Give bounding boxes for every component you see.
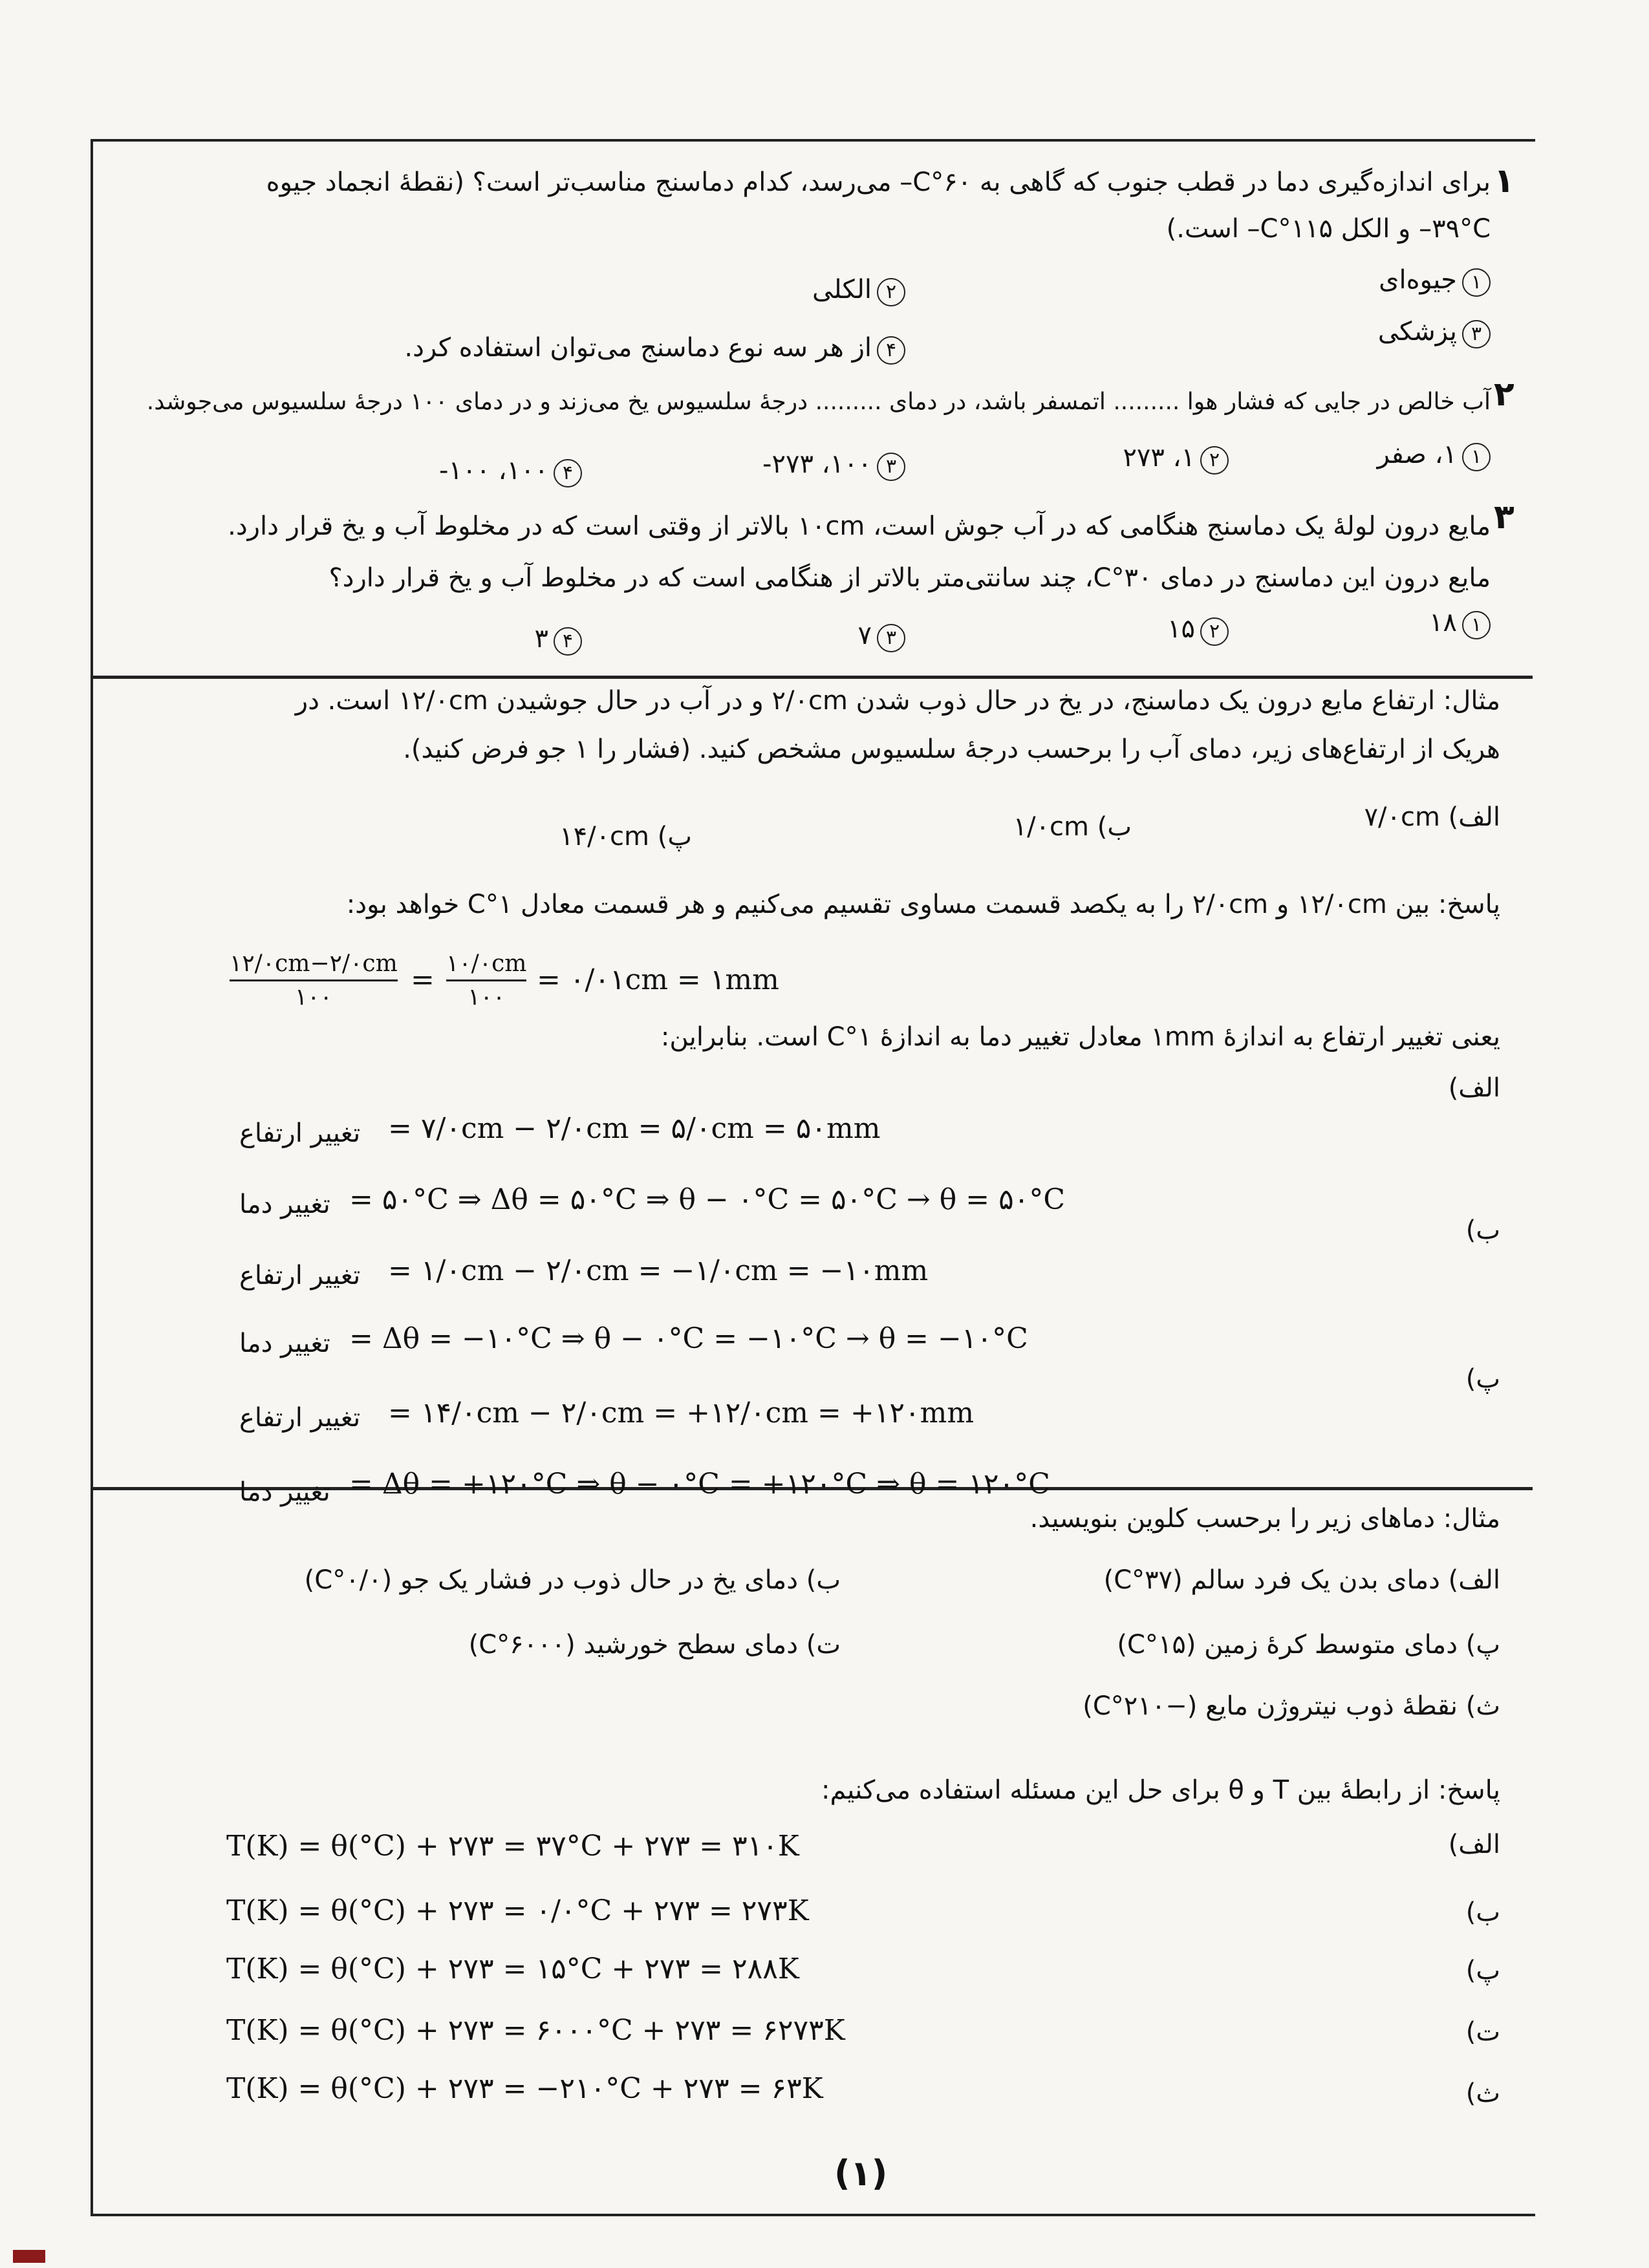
question-3-text: مایع درون این دماسنج در دمای ۳۰°C، چند سانتی‌متر بالاتر از هنگامی است که در مخلوط آب و یخ قرار دارد؟ (329, 563, 1491, 593)
height-change-label: تغییر ارتفاع (239, 1118, 361, 1148)
equation-kelvin-c: T(K) = θ(°C) + ۲۷۳ = ۱۵°C + ۲۷۳ = ۲۸۸K (226, 1952, 799, 1985)
option-3[interactable]: ۳۷ (858, 621, 905, 652)
label-b: ب) (1465, 1215, 1500, 1245)
example-2-item-e: ث) نقطهٔ ذوب نیتروژن مایع (−۲۱۰°C) (1083, 1691, 1500, 1721)
label-a: الف) (1448, 1830, 1500, 1859)
equals-sign: = (411, 963, 435, 996)
equation-kelvin-a: T(K) = θ(°C) + ۲۷۳ = ۳۷°C + ۲۷۳ = ۳۱۰K (226, 1830, 799, 1863)
option-1[interactable]: ۱۱، صفر (1377, 440, 1491, 471)
label-e: ث) (1465, 2079, 1500, 2108)
option-4[interactable]: ۴از هر سه نوع دماسنج می‌توان استفاده کرد. (404, 333, 905, 365)
question-number: ۱ (1494, 162, 1514, 200)
equation-a-temp: = ۵۰°C ⇒ Δθ = ۵۰°C ⇒ θ − ۰°C = ۵۰°C → θ = ۵۰°C (349, 1183, 1066, 1216)
option-2[interactable]: ۲۱، ۲۷۳ (1123, 443, 1229, 475)
example-1-answer: یعنی تغییر ارتفاع به اندازهٔ ۱mm معادل تغییر دما به اندازهٔ ۱°C است. بنابراین: (660, 1022, 1500, 1052)
example-1-item-a: الف) ۷/۰cm (1364, 802, 1500, 832)
label-c: پ) (1465, 1364, 1500, 1394)
label-a: الف) (1448, 1073, 1500, 1103)
example-2-answer: پاسخ: از رابطهٔ بین T و θ برای حل این مسئله استفاده می‌کنیم: (821, 1775, 1500, 1805)
temperature-change-label: تغییر دما (239, 1190, 330, 1219)
section-divider (91, 676, 1533, 679)
example-1-item-b: ب) ۱/۰cm (1013, 812, 1132, 842)
option-4[interactable]: ۴۳ (535, 624, 582, 656)
example-2-item-c: پ) دمای متوسط کرهٔ زمین (۱۵°C) (1117, 1630, 1500, 1660)
question-1-text: برای اندازه‌گیری دما در قطب جنوب که گاهی به ۶۰°C– می‌رسد، کدام دماسنج مناسب‌تر است؟ (نقطهٔ انجماد جیوه (266, 167, 1491, 197)
temperature-change-label: تغییر دما (239, 1329, 330, 1358)
page-number: (۱) (834, 2153, 888, 2194)
option-4[interactable]: ۴۱۰۰، ۱۰۰- (439, 456, 582, 487)
height-change-label: تغییر ارتفاع (239, 1403, 361, 1433)
question-number: ۲ (1494, 375, 1514, 414)
fraction-result: = ۰/۰۱cm = ۱mm (537, 963, 779, 996)
question-2-text: آب خالص در جایی که فشار هوا ......... اتمسفر باشد، در دمای ......... درجهٔ سلسیوس یخ می‌زند و در دمای ۱۰۰ درجهٔ سلسیوس می‌جوشد. (146, 389, 1491, 415)
example-1-item-c: پ) ۱۴/۰cm (559, 822, 692, 851)
example-2-title: مثال: دماهای زیر را برحسب کلوین بنویسید. (1029, 1504, 1500, 1534)
question-number: ۳ (1494, 498, 1514, 537)
example-1-answer: پاسخ: بین ۱۲/۰cm و ۲/۰cm را به یکصد قسمت مساوی تقسیم می‌کنیم و هر قسمت معادل ۱°C خواهد بود: (346, 890, 1500, 919)
example-1-title: مثال: ارتفاع مایع درون یک دماسنج، در یخ در حال ذوب شدن ۲/۰cm و در آب در حال جوشیدن ۱۲/۰cm است. در (295, 686, 1500, 716)
label-b: ب) (1465, 1898, 1500, 1927)
corner-mark (13, 2250, 45, 2263)
equation-b-height: = ۱/۰cm − ۲/۰cm = −۱/۰cm = −۱۰mm (388, 1254, 929, 1287)
option-3[interactable]: ۳۱۰۰، ۲۷۳- (762, 449, 905, 481)
option-1[interactable]: ۱جیوه‌ای (1379, 265, 1491, 297)
option-3[interactable]: ۳پزشکی (1378, 317, 1491, 348)
option-2[interactable]: ۲۱۵ (1167, 614, 1229, 646)
example-2-item-d: ت) دمای سطح خورشید (۶۰۰۰°C) (468, 1630, 841, 1660)
label-d: ت) (1465, 2017, 1500, 2047)
temperature-change-label: تغییر دما (239, 1477, 330, 1507)
example-2-item-b: ب) دمای یخ در حال ذوب در فشار یک جو (۰/۰°C) (304, 1565, 841, 1595)
label-c: پ) (1465, 1956, 1500, 1985)
option-2[interactable]: ۲الکلی (812, 275, 905, 306)
example-1-title: هریک از ارتفاع‌های زیر، دمای آب را برحسب درجهٔ سلسیوس مشخص کنید. (فشار را ۱ جو فرض کنید). (403, 734, 1500, 764)
fraction-2: ۱۰/۰cm ۱۰۰ (446, 950, 527, 1011)
equation-a-height: = ۷/۰cm − ۲/۰cm = ۵/۰cm = ۵۰mm (388, 1112, 881, 1145)
equation-c-temp: = Δθ = +۱۲۰°C ⇒ θ − ۰°C = +۱۲۰°C ⇒ θ = ۱۲۰°C (349, 1468, 1050, 1501)
equation-b-temp: = Δθ = −۱۰°C ⇒ θ − ۰°C = −۱۰°C → θ = −۱۰°C (349, 1322, 1028, 1355)
fraction-1: ۱۲/۰cm−۲/۰cm ۱۰۰ (230, 950, 398, 1011)
question-1-text: ۳۹°C– و الکل ۱۱۵°C– است.) (1166, 214, 1491, 244)
example-2-item-a: الف) دمای بدن یک فرد سالم (۳۷°C) (1103, 1565, 1500, 1595)
equation-kelvin-e: T(K) = θ(°C) + ۲۷۳ = −۲۱۰°C + ۲۷۳ = ۶۳K (226, 2072, 823, 2105)
option-1[interactable]: ۱۱۸ (1429, 608, 1491, 639)
question-3-text: مایع درون لولهٔ یک دماسنج هنگامی که در آب جوش است، ۱۰cm بالاتر از وقتی است که در مخلوط آب و یخ قرار دارد. (228, 511, 1491, 541)
equation-c-height: = ۱۴/۰cm − ۲/۰cm = +۱۲/۰cm = +۱۲۰mm (388, 1396, 975, 1429)
equation-kelvin-d: T(K) = θ(°C) + ۲۷۳ = ۶۰۰۰°C + ۲۷۳ = ۶۲۷۳K (226, 2014, 845, 2047)
height-change-label: تغییر ارتفاع (239, 1261, 361, 1290)
equation-kelvin-b: T(K) = θ(°C) + ۲۷۳ = ۰/۰°C + ۲۷۳ = ۲۷۳K (226, 1894, 809, 1927)
